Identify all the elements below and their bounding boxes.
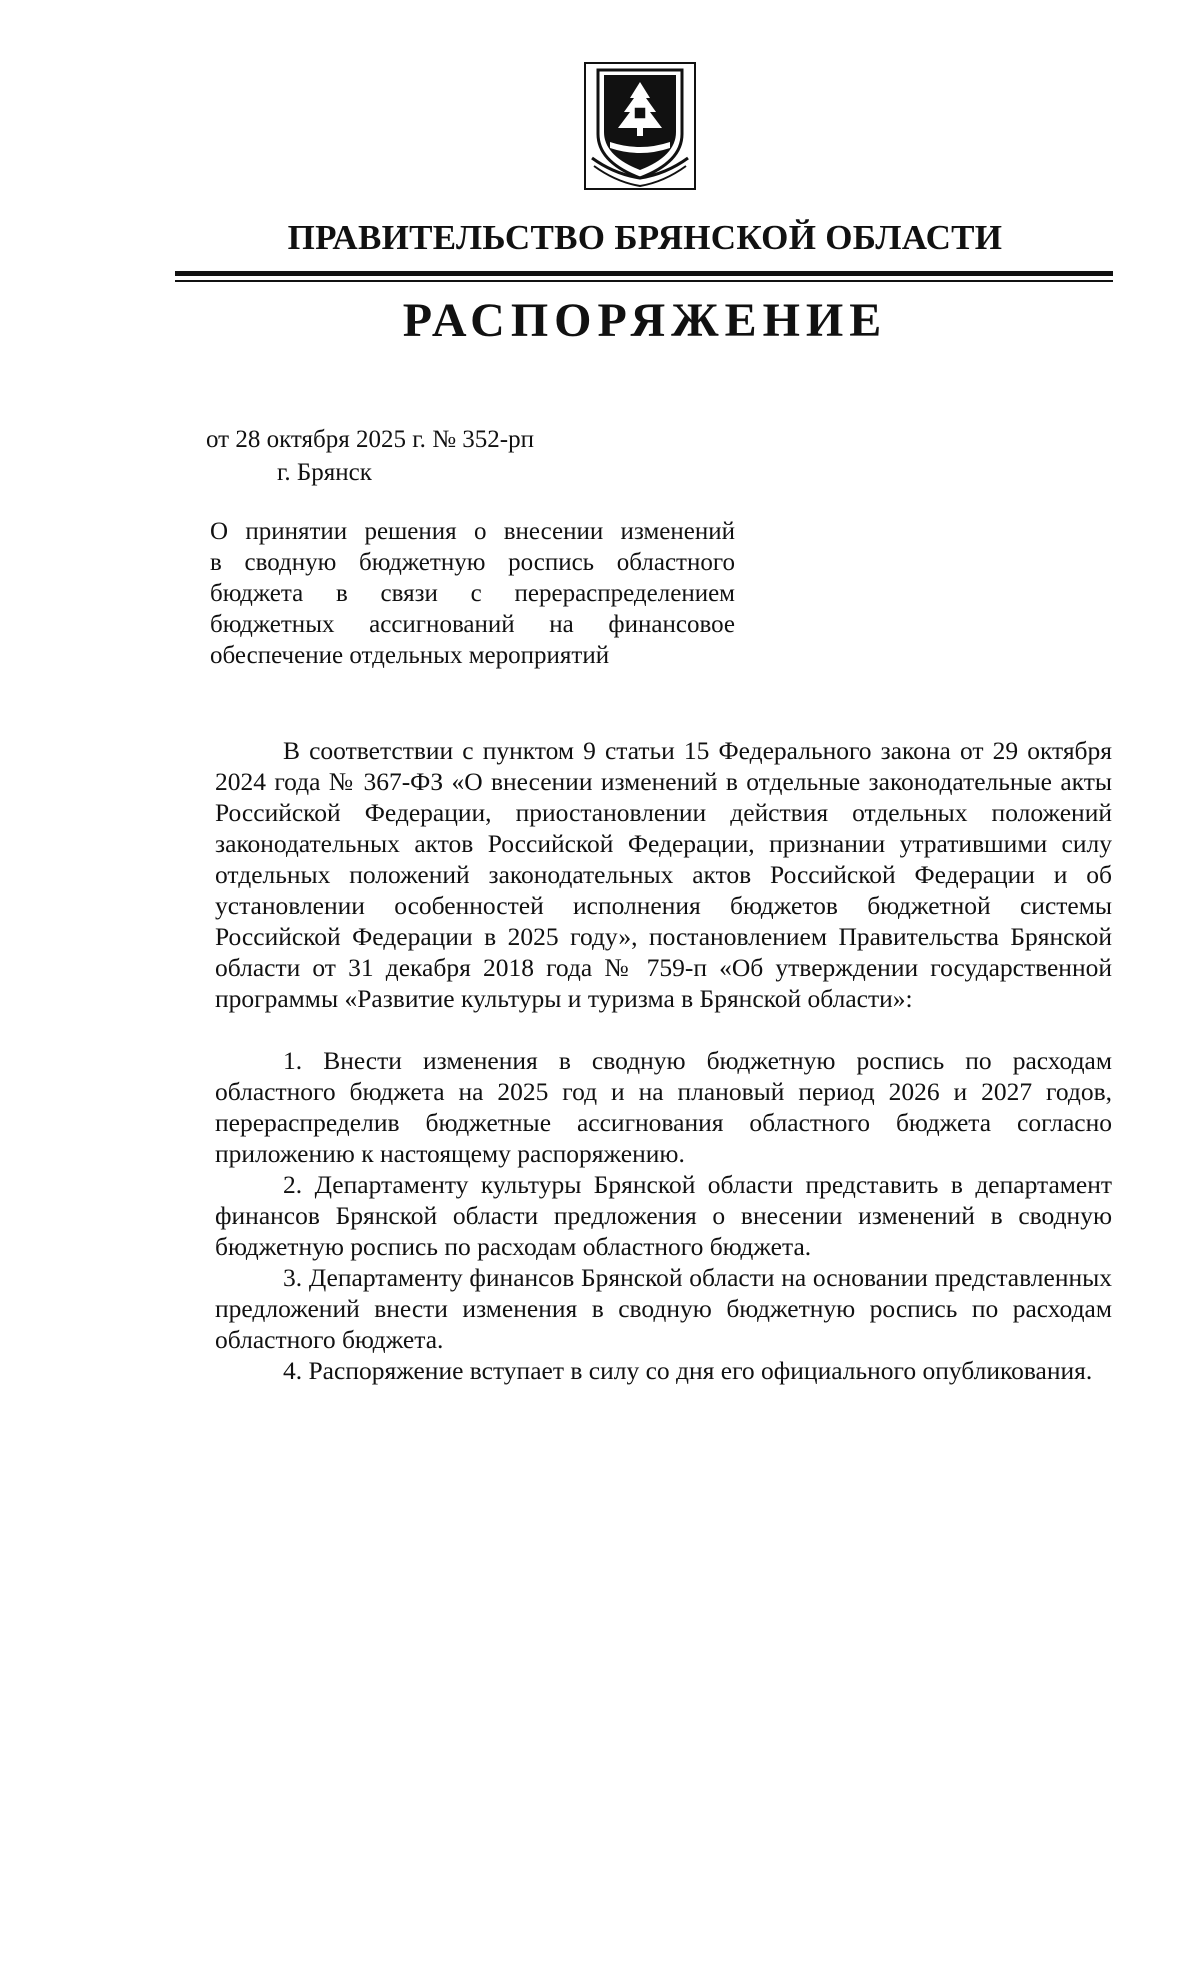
document-type-title: РАСПОРЯЖЕНИЕ	[402, 294, 888, 347]
number-prefix: №	[432, 426, 457, 453]
item-text: Департаменту финансов Брянской области на основании представленных предложений внести изменения в сводную бюджетную роспись по расходам областного бюджета.	[215, 1263, 1113, 1354]
header-divider-thick	[175, 271, 1113, 276]
item-text: Внести изменения в сводную бюджетную роспись по расходам областного бюджета на 2025 год и на плановый период 2026 и 2027 годов, перераспределив бюджетные ассигнования областного бюджета согласно приложению к настоящему распоряжению.	[215, 1046, 1113, 1168]
document-number: 352-рп	[462, 426, 535, 453]
order-item	[215, 1045, 1112, 1169]
subject-line: бюджета в связи с перераспределением	[210, 580, 735, 607]
organization-title: ПРАВИТЕЛЬСТВО БРЯНСКОЙ ОБЛАСТИ	[287, 218, 1003, 257]
header-divider-thin	[175, 280, 1113, 282]
document-subject	[210, 516, 735, 671]
item-text: Распоряжение вступает в силу со дня его официального опубликования.	[308, 1356, 1093, 1385]
coat-of-arms-emblem	[584, 62, 696, 190]
subject-line: О принятии решения о внесении изменений	[210, 518, 735, 545]
item-number: 2.	[283, 1170, 303, 1199]
document-city: г. Брянск	[277, 459, 372, 486]
subject-line: обеспечение отдельных мероприятий	[210, 642, 610, 669]
document-date-line	[206, 426, 534, 454]
document-date: 28 октября 2025 г.	[235, 426, 426, 453]
document-body	[215, 735, 1112, 1386]
subject-line: в сводную бюджетную роспись областного	[210, 549, 735, 576]
item-number: 4.	[283, 1356, 303, 1385]
item-text: Департаменту культуры Брянской области представить в департамент финансов Брянской области предложения о внесении изменений в сводную бюджетную роспись по расходам областного бюджета.	[215, 1170, 1113, 1261]
order-item	[215, 1355, 1112, 1386]
date-prefix: от	[206, 426, 230, 453]
subject-line: бюджетных ассигнований на финансовое	[210, 611, 735, 638]
item-number: 3.	[283, 1263, 303, 1292]
order-item	[215, 1169, 1112, 1262]
item-number: 1.	[283, 1046, 303, 1075]
order-item	[215, 1262, 1112, 1355]
preamble-paragraph: В соответствии с пунктом 9 статьи 15 Федерального закона от 29 октября 2024 года № 367-ФЗ «О внесении изменений в отдельные законодательные акты Российской Федерации, приостановлении действия отдельных положений законодательных актов Российской Федерации, признании утратившими силу отдельных положений законодательных актов Российской Федерации и об установлении особенностей исполнения бюджетов бюджетной системы Российской Федерации в 2025 году», постановлением Правительства Брянской области от 31 декабря 2018 года № 759-п «Об утверждении государственной программы «Развитие культуры и туризма в Брянской области»:	[215, 736, 1112, 1013]
